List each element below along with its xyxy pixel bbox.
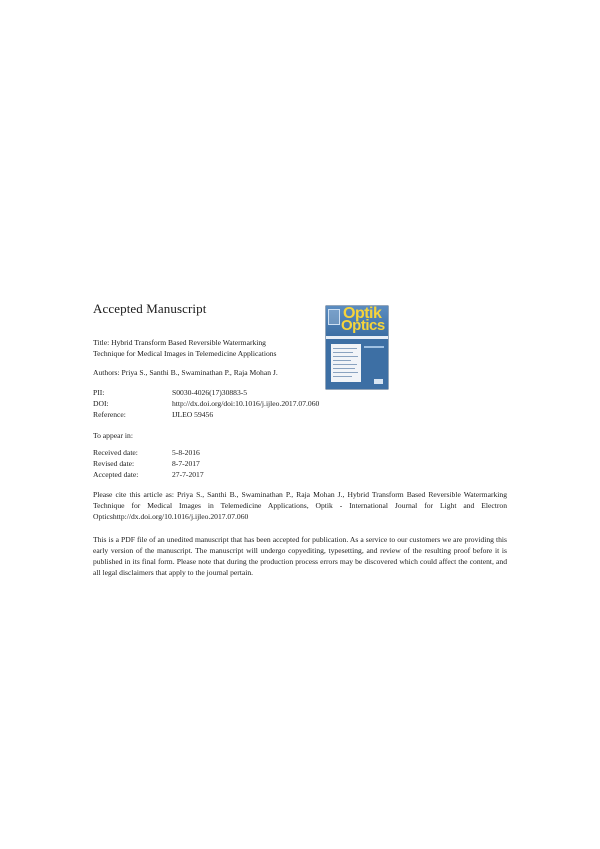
article-title-line: Technique for Medical Images in Telemedicine Applications bbox=[93, 349, 277, 358]
date-row-received bbox=[93, 447, 204, 458]
meta-row-reference bbox=[93, 409, 319, 420]
meta-row-doi bbox=[93, 398, 319, 409]
cover-contents-line bbox=[333, 352, 353, 353]
cover-contents-line bbox=[333, 348, 357, 349]
cover-contents-line bbox=[333, 360, 351, 361]
article-authors: Authors: Priya S., Santhi B., Swaminathan P., Raja Mohan J. bbox=[93, 368, 278, 377]
date-value: 5-8-2016 bbox=[172, 448, 200, 457]
date-row-revised bbox=[93, 458, 204, 469]
date-row-accepted bbox=[93, 469, 204, 480]
doi-link[interactable]: http://dx.doi.org/doi:10.1016/j.ijleo.2017.07.060 bbox=[172, 399, 320, 408]
date-label: Accepted date: bbox=[93, 470, 139, 479]
meta-label: Reference: bbox=[93, 410, 126, 419]
cover-side-text bbox=[364, 346, 384, 348]
cover-subtitle-band bbox=[326, 336, 388, 339]
article-metadata bbox=[93, 387, 319, 420]
cover-publisher-logo bbox=[328, 309, 340, 325]
notice-paragraph: This is a PDF file of an unedited manuscript that has been accepted for publication. As a service to our customers we are providing this early version of the manuscript. The manuscript will undergo copyediting, typesetting, and review of the resulting proof before it is published in its final form. Please note that during the production process errors may be discovered which could affect the content, and all legal disclaimers that apply to the journal pertain. bbox=[93, 535, 507, 577]
meta-label: DOI: bbox=[93, 399, 109, 408]
cover-title-top: Optik bbox=[343, 306, 382, 322]
cover-contents-box bbox=[331, 344, 361, 382]
article-dates bbox=[93, 447, 204, 480]
article-title-line: Title: Hybrid Transform Based Reversible Watermarking bbox=[93, 338, 266, 347]
citation-paragraph: Please cite this article as: Priya S., Santhi B., Swaminathan P., Raja Mohan J., Hybrid Transform Based Reversible Watermarking Technique for Medical Images in Telemedicine Applications, Optik - International Journal for Light and Electron Opticshttp://dx.doi.org/10.1016/j.ijleo.2017.07.060 bbox=[93, 490, 507, 521]
meta-row-pii bbox=[93, 387, 319, 398]
cover-title-bottom: Optics bbox=[341, 317, 385, 334]
date-label: Revised date: bbox=[93, 459, 135, 468]
cover-contents-line bbox=[333, 368, 355, 369]
cover-corner-logo bbox=[374, 379, 383, 384]
page-heading: Accepted Manuscript bbox=[93, 301, 207, 316]
to-appear-label: To appear in: bbox=[93, 431, 133, 440]
cover-contents-line bbox=[333, 364, 357, 365]
meta-label: PII: bbox=[93, 388, 105, 397]
date-label: Received date: bbox=[93, 448, 138, 457]
journal-cover-image bbox=[326, 306, 388, 389]
article-title bbox=[93, 337, 318, 359]
meta-value: IJLEO 59456 bbox=[172, 410, 214, 419]
date-value: 27-7-2017 bbox=[172, 470, 204, 479]
cover-contents-line bbox=[333, 356, 358, 357]
cover-contents-line bbox=[333, 376, 352, 377]
date-value: 8-7-2017 bbox=[172, 459, 200, 468]
cover-contents-line bbox=[333, 372, 358, 373]
meta-value: S0030-4026(17)30883-5 bbox=[172, 388, 248, 397]
